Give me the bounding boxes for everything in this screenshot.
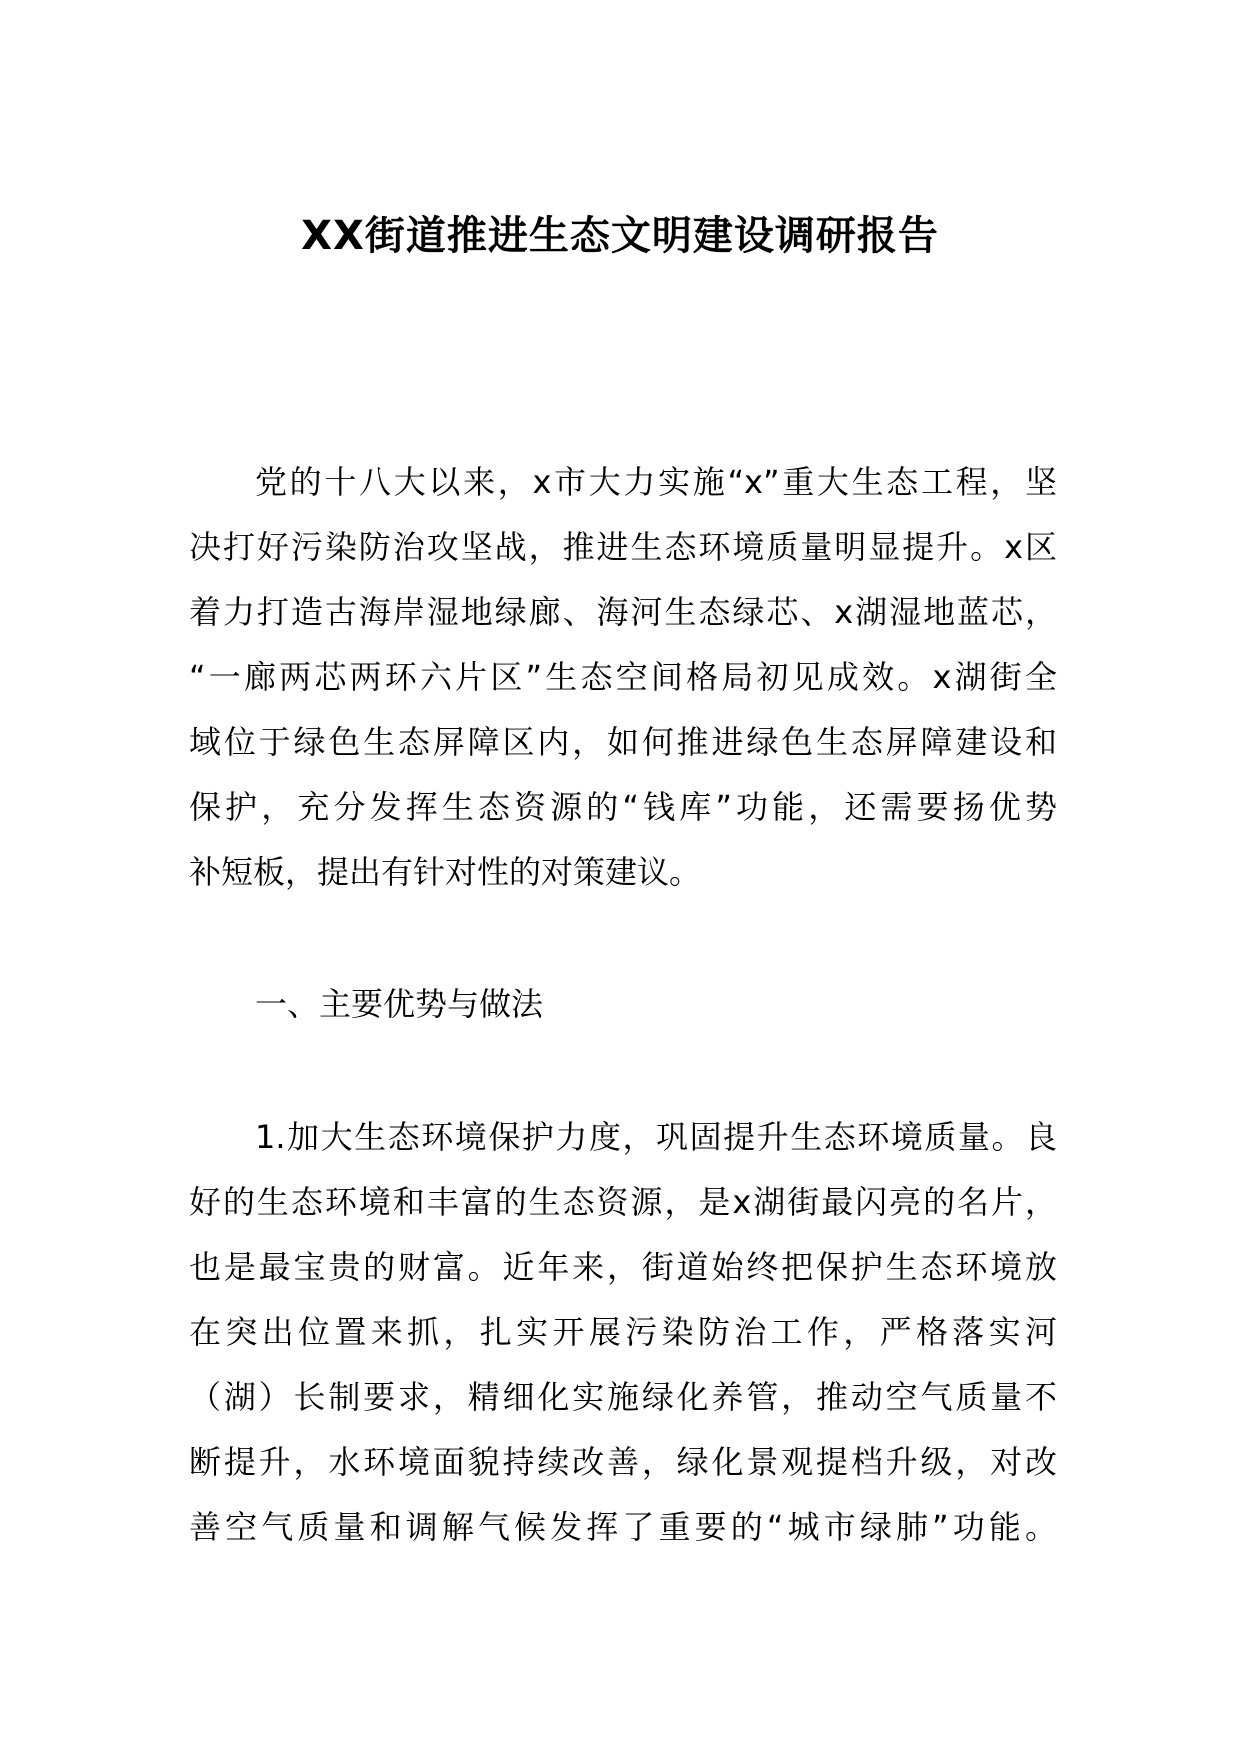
paragraph-line: 善空气质量和调解气候发挥了重要的“城市绿肺”功能。 bbox=[189, 1508, 1057, 1546]
paragraph-line: 好的生态环境和丰富的生态资源，是x湖街最闪亮的名片， bbox=[189, 1183, 1057, 1221]
paragraph-line: 1.加大生态环境保护力度，巩固提升生态环境质量。良 bbox=[255, 1118, 1057, 1156]
paragraph-line: 决打好污染防治攻坚战，推进生态环境质量明显提升。x区 bbox=[189, 528, 1057, 566]
paragraph-line: 在突出位置来抓，扎实开展污染防治工作，严格落实河 bbox=[189, 1313, 1057, 1351]
paragraph-line: 保护，充分发挥生态资源的“钱库”功能，还需要扬优势 bbox=[189, 788, 1057, 826]
paragraph-line: 着力打造古海岸湿地绿廊、海河生态绿芯、x湖湿地蓝芯， bbox=[189, 593, 1057, 631]
paragraph-line: 补短板，提出有针对性的对策建议。 bbox=[189, 853, 702, 891]
paragraph-line: （湖）长制要求，精细化实施绿化养管，推动空气质量不 bbox=[189, 1378, 1057, 1416]
section-heading: 一、主要优势与做法 bbox=[255, 985, 544, 1023]
intro-paragraph bbox=[189, 450, 1057, 905]
paragraph-line: 域位于绿色生态屏障区内，如何推进绿色生态屏障建设和 bbox=[189, 723, 1057, 761]
paragraph-line: 党的十八大以来，x市大力实施“x”重大生态工程，坚 bbox=[255, 463, 1057, 501]
paragraph-line: “一廊两芯两环六片区”生态空间格局初见成效。x湖街全 bbox=[189, 658, 1057, 696]
paragraph-line: 也是最宝贵的财富。近年来，街道始终把保护生态环境放 bbox=[189, 1248, 1057, 1286]
paragraph-line: 断提升，水环境面貌持续改善，绿化景观提档升级，对改 bbox=[189, 1443, 1057, 1481]
body-paragraph bbox=[189, 1105, 1057, 1560]
document-title: XX街道推进生态文明建设调研报告 bbox=[301, 213, 939, 259]
